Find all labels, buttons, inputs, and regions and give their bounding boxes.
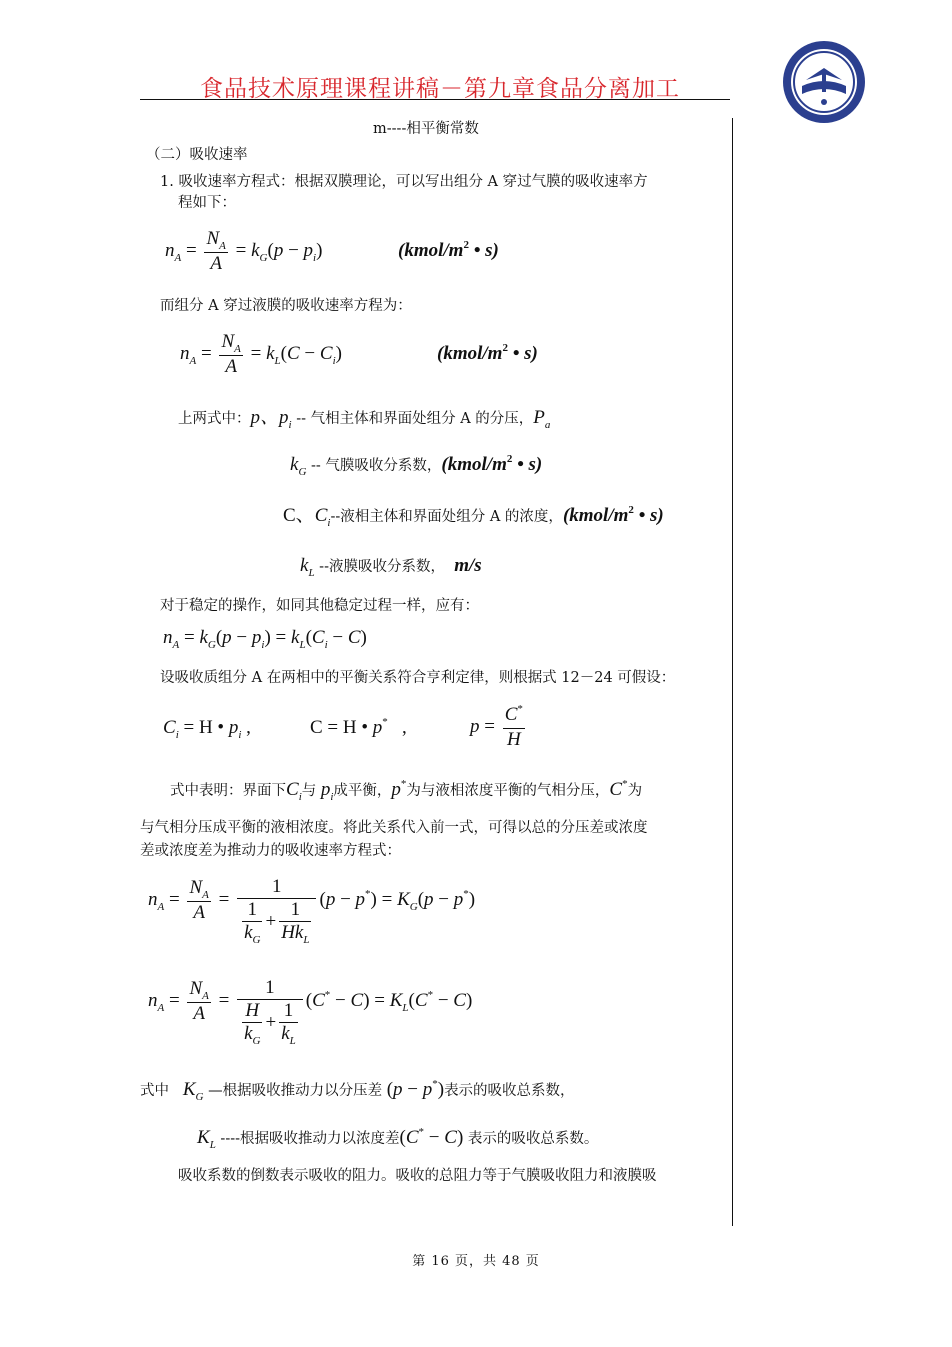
equation-overall-gas: $n_A$ = $\frac{N_A}{A}$ = 1 $\frac{1}{k_G}$ + $\frac{1}{Hk_L}$ $(p - p^*) = K_G(p - p^*)$	[148, 876, 476, 946]
equilibrium-constant-def: m----相平衡常数	[373, 121, 479, 137]
paragraph-line: 上两式中：p、$p_i$ -- 气相主体和界面处组分 A 的分压，$P_a$	[178, 407, 551, 431]
paragraph-line: 1. 吸收速率方程式：根据双膜理论，可以写出组分 A 穿过气膜的吸收速率方	[160, 174, 648, 190]
paragraph-line: 式中 $K_G$ —根据吸收推动力以分压差 (p − p*)表示的吸收总系数，	[140, 1078, 575, 1103]
section-heading: （二）吸收速率	[146, 147, 248, 163]
paragraph-line: $k_G$ -- 气膜吸收分系数，($kmol/m^2$ • s)	[290, 453, 543, 478]
margin-rule	[732, 118, 733, 1226]
header-rule	[140, 99, 730, 100]
paragraph-line: 而组分 A 穿过液膜的吸收速率方程为：	[160, 298, 412, 314]
equation-gas-film: $n_A$ = $\frac{N_A}{A}$ = $k_G(p - p_i)$	[165, 228, 323, 274]
unit-label: ($kmol/m^2$ • s)	[398, 239, 499, 261]
page-footer: 第 16 页，共 48 页	[412, 1254, 540, 1269]
unit-label: ($kmol/m^2$ • s)	[437, 342, 538, 364]
paragraph-line: 与气相分压成平衡的液相浓度。将此关系代入前一式，可得以总的分压差或浓度	[140, 820, 648, 836]
university-seal-logo	[782, 40, 866, 124]
page-header-title: 食品技术原理课程讲稿－第九章食品分离加工	[200, 76, 680, 102]
paragraph-line: 差或浓度差为推动力的吸收速率方程式：	[140, 843, 401, 859]
paragraph-line: 对于稳定的操作，如同其他稳定过程一样，应有：	[160, 598, 479, 614]
paragraph-line: C、$C_i--$液相主体和界面处组分 A 的浓度，($kmol/m^2$ • s)	[283, 504, 664, 529]
paragraph-line: 吸收系数的倒数表示吸收的阻力。吸收的总阻力等于气膜吸收阻力和液膜吸	[178, 1168, 657, 1184]
equation-liquid-film: $n_A$ = $\frac{N_A}{A}$ = $k_L(C - C_i)$	[180, 331, 342, 377]
equation-overall-liquid: $n_A$ = $\frac{N_A}{A}$ = 1 $\frac{H}{k_G}$ + $\frac{1}{k_L}$ $(C^* - C) = K_L(C^* - C)$	[148, 977, 473, 1047]
equation-henry-2: C = H • p* ,	[310, 716, 407, 738]
equation-henry-3: p = $\frac{C^*}{H}$	[470, 703, 523, 750]
paragraph-line: $k_L$ --液膜吸收分系数， m/s	[300, 555, 482, 579]
equation-henry-1: $C_i = H$ • $p_i$ ,	[163, 717, 251, 741]
paragraph-line: 程如下：	[178, 195, 236, 211]
paragraph-line: 设吸收质组分 A 在两相中的平衡关系符合亨利定律，则根据式 12－24 可假设：	[160, 670, 676, 686]
paragraph-line: 式中表明：界面下$C_i$与 $p_i$成平衡，p*为与液相浓度平衡的气相分压，C*为	[170, 778, 643, 803]
equation-steady-state: $n_A = k_G(p - p_i) = k_L(C_i - C)$	[163, 627, 367, 651]
paragraph-line: $K_L$ ----根据吸收推动力以浓度差(C* − C) 表示的吸收总系数。	[197, 1126, 599, 1151]
